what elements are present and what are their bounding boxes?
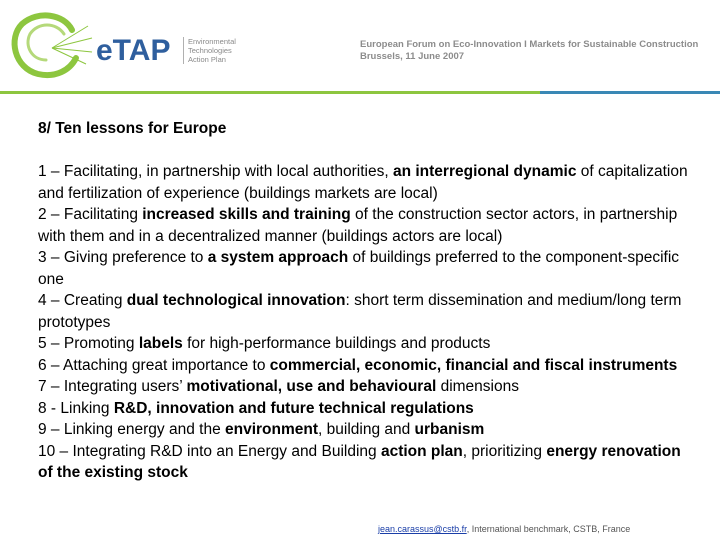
header-divider-blue — [540, 91, 720, 94]
lesson-emphasis: a system approach — [207, 249, 349, 266]
lesson-item — [38, 355, 698, 377]
logo-wordmark: eTAP — [96, 34, 171, 67]
lesson-emphasis: labels — [138, 335, 183, 352]
lessons-list — [38, 161, 698, 484]
logo-subtitle-line: Technologies — [188, 46, 232, 55]
lesson-text: : short term dissemination and medium/long term prototypes — [38, 292, 682, 331]
lesson-emphasis: urbanism — [414, 421, 485, 438]
lesson-text: 7 – Integrating users’ — [38, 378, 187, 395]
lesson-text: , building and — [318, 421, 415, 438]
lesson-item — [38, 247, 698, 290]
lesson-text: 9 – Linking energy and the — [38, 421, 225, 438]
lesson-text: dimensions — [436, 378, 519, 395]
lesson-item — [38, 376, 698, 398]
etap-logo — [8, 8, 178, 84]
lesson-item — [38, 398, 698, 420]
footer-text: , International benchmark, CSTB, France — [466, 524, 631, 534]
lesson-text: 8 - Linking — [38, 399, 114, 417]
forum-title: European Forum on Eco-Innovation I Markets for Sustainable Construction — [360, 39, 699, 50]
lesson-text: 10 – Integrating R&D into an Energy and Building — [38, 442, 381, 460]
logo-subtitle-line: Environmental — [188, 37, 236, 46]
slide-header — [0, 0, 720, 96]
lesson-emphasis: increased skills and training — [142, 206, 351, 223]
forum-date: Brussels, 11 June 2007 — [360, 51, 465, 62]
header-divider-green — [0, 91, 540, 94]
lesson-text: 2 – Facilitating — [38, 206, 143, 223]
lesson-emphasis: action plan — [380, 442, 463, 460]
lesson-emphasis: an interregional dynamic — [392, 163, 577, 180]
lesson-text: 5 – Promoting — [38, 335, 139, 352]
lesson-text: 3 – Giving preference to — [38, 249, 208, 266]
forum-caption — [360, 39, 698, 63]
slide-title: 8/ Ten lessons for Europe — [38, 120, 227, 137]
lesson-text: of buildings preferred to the component-specific one — [38, 249, 680, 288]
contact-email-link[interactable]: jean.carassus@cstb.fr — [378, 524, 467, 534]
lesson-text: of the construction sector actors, in partnership with them and in a decentralized manner (buildings actors are local) — [38, 206, 678, 245]
lesson-item — [38, 204, 698, 247]
lesson-emphasis: energy renovation of the existing stock — [38, 442, 681, 481]
lesson-item — [38, 290, 698, 333]
slide-footer — [378, 524, 630, 534]
lesson-text: 6 – Attaching great importance to — [38, 356, 270, 374]
lesson-emphasis: commercial, economic, financial and fiscal instruments — [269, 356, 678, 374]
lesson-text: for high-performance buildings and products — [182, 335, 491, 352]
lesson-emphasis: environment — [225, 421, 319, 438]
logo-swoosh-inner-icon — [28, 25, 64, 60]
lesson-item — [38, 333, 698, 355]
logo-subtitle — [183, 37, 236, 64]
lesson-item — [38, 441, 698, 484]
lesson-item — [38, 161, 698, 204]
lesson-emphasis: R&D, innovation and future technical regulations — [113, 399, 474, 417]
logo-subtitle-line: Action Plan — [188, 55, 226, 64]
lesson-emphasis: dual technological innovation — [126, 292, 346, 309]
lesson-item — [38, 419, 698, 441]
lesson-text: 1 – Facilitating, in partnership with local authorities, — [38, 163, 393, 180]
lesson-text: of capitalization and fertilization of experience (buildings markets are local) — [38, 163, 688, 202]
lesson-emphasis: motivational, use and behavioural — [186, 378, 437, 395]
lesson-text: 4 – Creating — [38, 292, 127, 309]
lesson-text: , prioritizing — [462, 442, 547, 460]
